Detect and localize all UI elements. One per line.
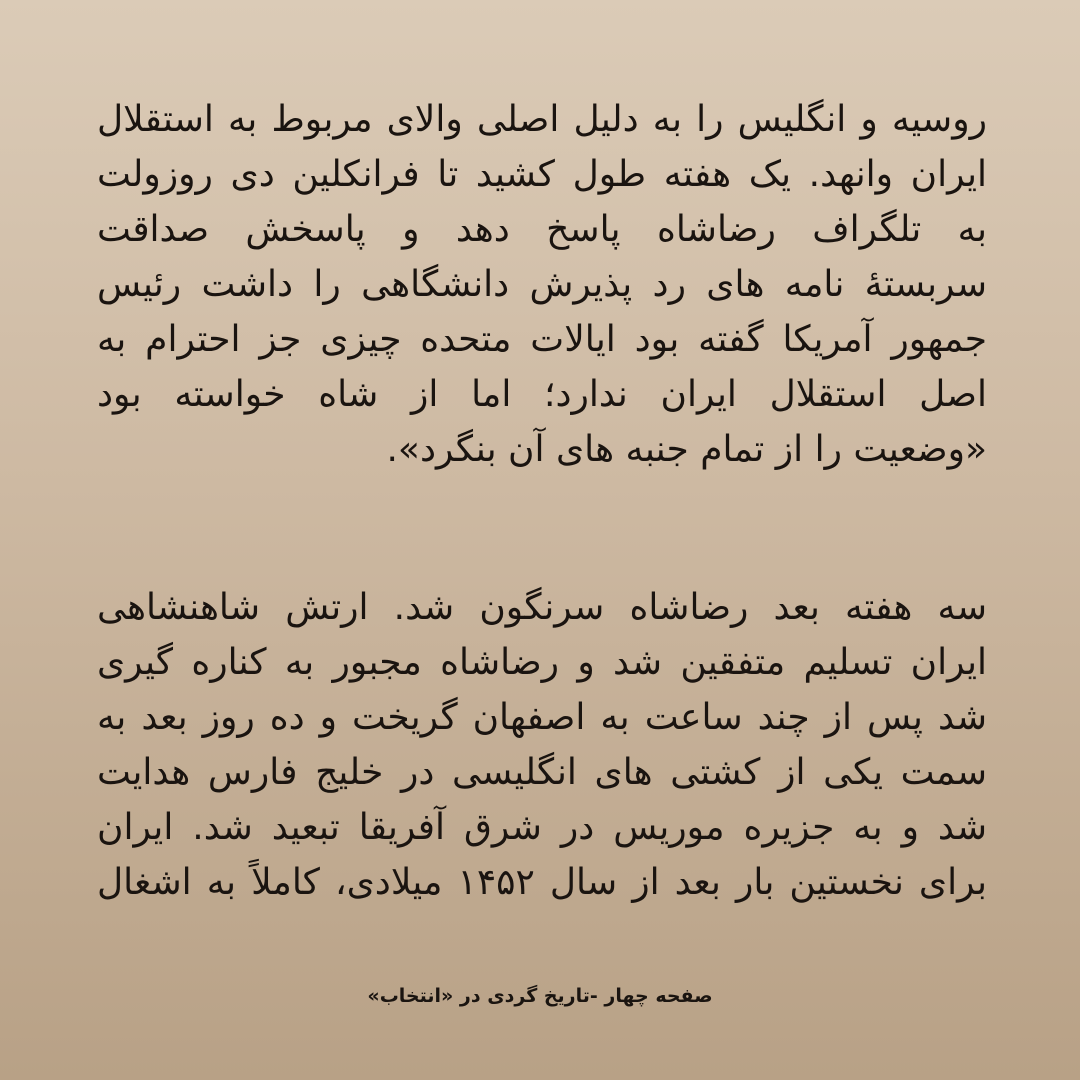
text-line: سمت یکی از کشتی های انگلیسی در خلیج فارس هدایت <box>97 752 987 793</box>
text-line: به تلگراف رضاشاه پاسخ دهد و پاسخش صداقت <box>97 209 987 250</box>
text-line: روسیه و انگلیس را به دلیل اصلی والای مربوط به استقلال <box>97 99 987 140</box>
paragraph-2 <box>97 580 987 910</box>
text-line: برای نخستین بار بعد از سال ۱۴۵۲ میلادی، کاملاً به اشغال <box>97 862 987 903</box>
text-line: سربستهٔ نامه های رد پذیرش دانشگاهی را داشت رئیس <box>97 264 987 305</box>
text-line: شد پس از چند ساعت به اصفهان گریخت و ده روز بعد به <box>97 697 987 738</box>
text-line: «وضعیت را از تمام جنبه های آن بنگرد». <box>386 429 987 470</box>
text-line: سه هفته بعد رضاشاه سرنگون شد. ارتش شاهنشاهی <box>97 587 987 628</box>
paragraph-1 <box>97 92 987 477</box>
text-line: ایران وانهد. یک هفته طول کشید تا فرانکلین دی روزولت <box>97 154 987 195</box>
text-line: ایران تسلیم متفقین شد و رضاشاه مجبور به کناره گیری <box>97 642 987 683</box>
text-line: جمهور آمریکا گفته بود ایالات متحده چیزی جز احترام به <box>97 319 987 360</box>
text-line: اصل استقلال ایران ندارد؛ اما از شاه خواسته بود <box>97 374 987 415</box>
article-body <box>97 92 987 910</box>
text-line: شد و به جزیره موریس در شرق آفریقا تبعید شد. ایران <box>97 807 987 848</box>
page-footer: صفحه چهار -تاریخ گردی در «انتخاب» <box>367 985 713 1007</box>
